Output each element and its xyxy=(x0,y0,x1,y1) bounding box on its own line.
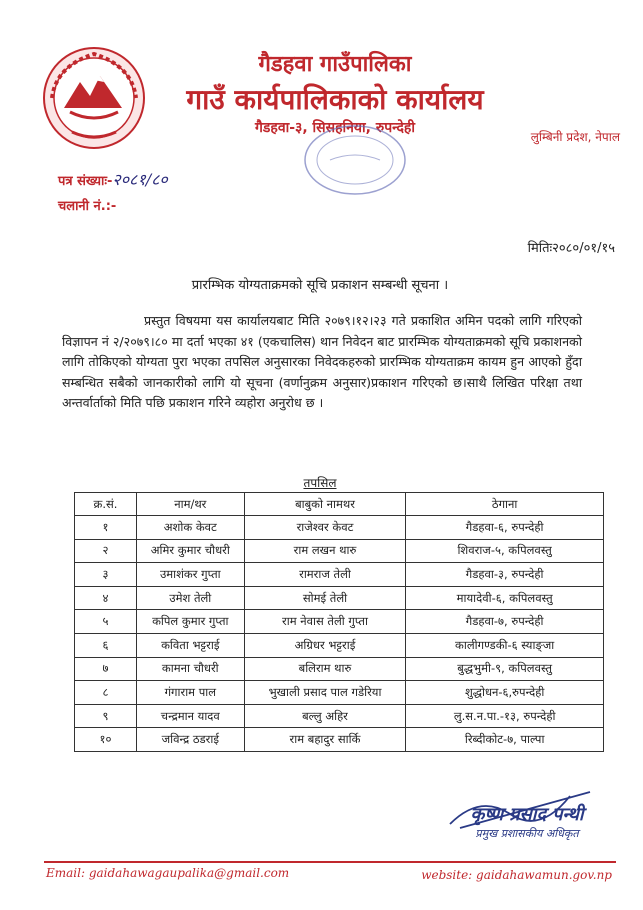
cell-address: रिब्दीकोट-७, पाल्पा xyxy=(406,728,604,752)
office-title: गाउँ कार्यपालिकाको कार्यालय xyxy=(186,83,484,116)
footer-divider xyxy=(44,861,616,863)
cell-father-name: अग्रिधर भट्टराई xyxy=(244,633,406,657)
letter-reference-value: २०८१/८० xyxy=(112,170,168,189)
office-name: गैडहवा गाउँपालिका xyxy=(258,52,412,77)
office-address: गैडहवा-३, सिसहनिया, रुपन्देही xyxy=(255,120,415,136)
nepal-emblem-icon xyxy=(42,46,146,150)
office-seal-icon xyxy=(300,120,410,200)
cell-father-name: भुखाली प्रसाद पाल गडेरिया xyxy=(244,681,406,705)
cell-name: उमेश तेली xyxy=(136,586,244,610)
cell-address: शिवराज-५, कपिलवस्तु xyxy=(406,539,604,563)
cell-address: बुद्धभुमी-९, कपिलवस्तु xyxy=(406,657,604,681)
schedule-heading: तपसिल xyxy=(303,476,337,490)
cell-address: लु.स.न.पा.-१३, रुपन्देही xyxy=(406,704,604,728)
cell-serial: २ xyxy=(75,539,137,563)
cell-father-name: बल्लु अहिर xyxy=(244,704,406,728)
letter-body: प्रस्तुत विषयमा यस कार्यालयबाट मिति २०७९।१२।२३ गते प्रकाशित अमिन पदको लागि गरिएको विज्ञापन नं २/२०७९।८० मा दर्ता भएका ४१ (एकचालिस) थान निवेदन बाट प्रारम्भिक योग्यताक्रमको सूचि प्रकाशनको लागि तोकिएको योग्यता पुरा भएका तपसिल अनुसारका निवेदकहरुको प्रारम्भिक योग्यताक्रम कायम हुन आएको हुँदा सम्बन्धित सबैको जानकारीको लागि यो सूचना (वर्णानुक्रम अनुसार)प्रकाशन गरिएको छ।साथै लिखित परिक्षा तथा अन्तर्वार्ताको मिति पछि प्रकाशन गरिने व्यहोरा अनुरोध छ । xyxy=(62,313,582,410)
cell-name: गंगाराम पाल xyxy=(136,681,244,705)
table-row xyxy=(75,610,604,634)
cell-father-name: राम लखन थारु xyxy=(244,539,406,563)
cell-serial: ८ xyxy=(75,681,137,705)
column-header-serial: क्र.सं. xyxy=(75,493,137,516)
letter-reference-label: पत्र संख्याः- xyxy=(58,174,113,189)
signatory-name: कृष्ण प्रसाद पन्थी xyxy=(470,804,584,825)
cell-name: उमाशंकर गुप्ता xyxy=(136,563,244,587)
candidate-table xyxy=(74,492,604,752)
column-header-father-name: बाबुको नामथर xyxy=(244,493,406,516)
province-label: लुम्बिनी प्रदेश, नेपाल xyxy=(530,130,620,144)
column-header-address: ठेगाना xyxy=(406,493,604,516)
table-row xyxy=(75,704,604,728)
cell-address: शुद्धोधन-६,रुपन्देही xyxy=(406,681,604,705)
cell-name: कपिल कुमार गुप्ता xyxy=(136,610,244,634)
cell-name: अशोक केवट xyxy=(136,516,244,540)
column-header-name: नाम/थर xyxy=(136,493,244,516)
cell-serial: १० xyxy=(75,728,137,752)
table-row xyxy=(75,539,604,563)
cell-address: कालीगण्डकी-६ स्याङ्जा xyxy=(406,633,604,657)
letter-reference xyxy=(58,168,168,190)
cell-name: कविता भट्टराई xyxy=(136,633,244,657)
cell-serial: ९ xyxy=(75,704,137,728)
cell-serial: ३ xyxy=(75,563,137,587)
table-row xyxy=(75,657,604,681)
cell-serial: ६ xyxy=(75,633,137,657)
cell-serial: ४ xyxy=(75,586,137,610)
table-row xyxy=(75,586,604,610)
signatory-title: प्रमुख प्रशासकीय अधिकृत xyxy=(475,827,579,840)
dispatch-number-label: चलानी नं.:- xyxy=(58,199,117,214)
cell-serial: ७ xyxy=(75,657,137,681)
letter-subject: प्रारम्भिक योग्यताक्रमको सूचि प्रकाशन सम्बन्धी सूचना । xyxy=(191,278,449,293)
cell-father-name: राम बहादुर सार्कि xyxy=(244,728,406,752)
cell-father-name: रामराज तेली xyxy=(244,563,406,587)
cell-serial: १ xyxy=(75,516,137,540)
letter-date: मितिः२०८०/०१/१५ xyxy=(527,241,615,256)
footer-email: Email: gaidahawagaupalika@gmail.com xyxy=(46,866,290,880)
cell-father-name: राम नेवास तेली गुप्ता xyxy=(244,610,406,634)
cell-name: चन्द्रमान यादव xyxy=(136,704,244,728)
cell-serial: ५ xyxy=(75,610,137,634)
cell-father-name: बलिराम थारु xyxy=(244,657,406,681)
cell-address: गैडहवा-३, रुपन्देही xyxy=(406,563,604,587)
cell-address: गैडहवा-७, रुपन्देही xyxy=(406,610,604,634)
cell-address: मायादेवी-६, कपिलवस्तु xyxy=(406,586,604,610)
cell-father-name: सोमई तेली xyxy=(244,586,406,610)
table-row xyxy=(75,728,604,752)
table-row xyxy=(75,516,604,540)
footer-website: website: gaidahawamun.gov.np xyxy=(421,868,612,882)
table-header-row xyxy=(75,493,604,516)
cell-father-name: राजेश्वर केवट xyxy=(244,516,406,540)
cell-name: जविन्द्र ठडराई xyxy=(136,728,244,752)
cell-address: गैडहवा-६, रुपन्देही xyxy=(406,516,604,540)
cell-name: अमिर कुमार चौधरी xyxy=(136,539,244,563)
cell-name: कामना चौधरी xyxy=(136,657,244,681)
table-row xyxy=(75,681,604,705)
table-row xyxy=(75,563,604,587)
table-row xyxy=(75,633,604,657)
